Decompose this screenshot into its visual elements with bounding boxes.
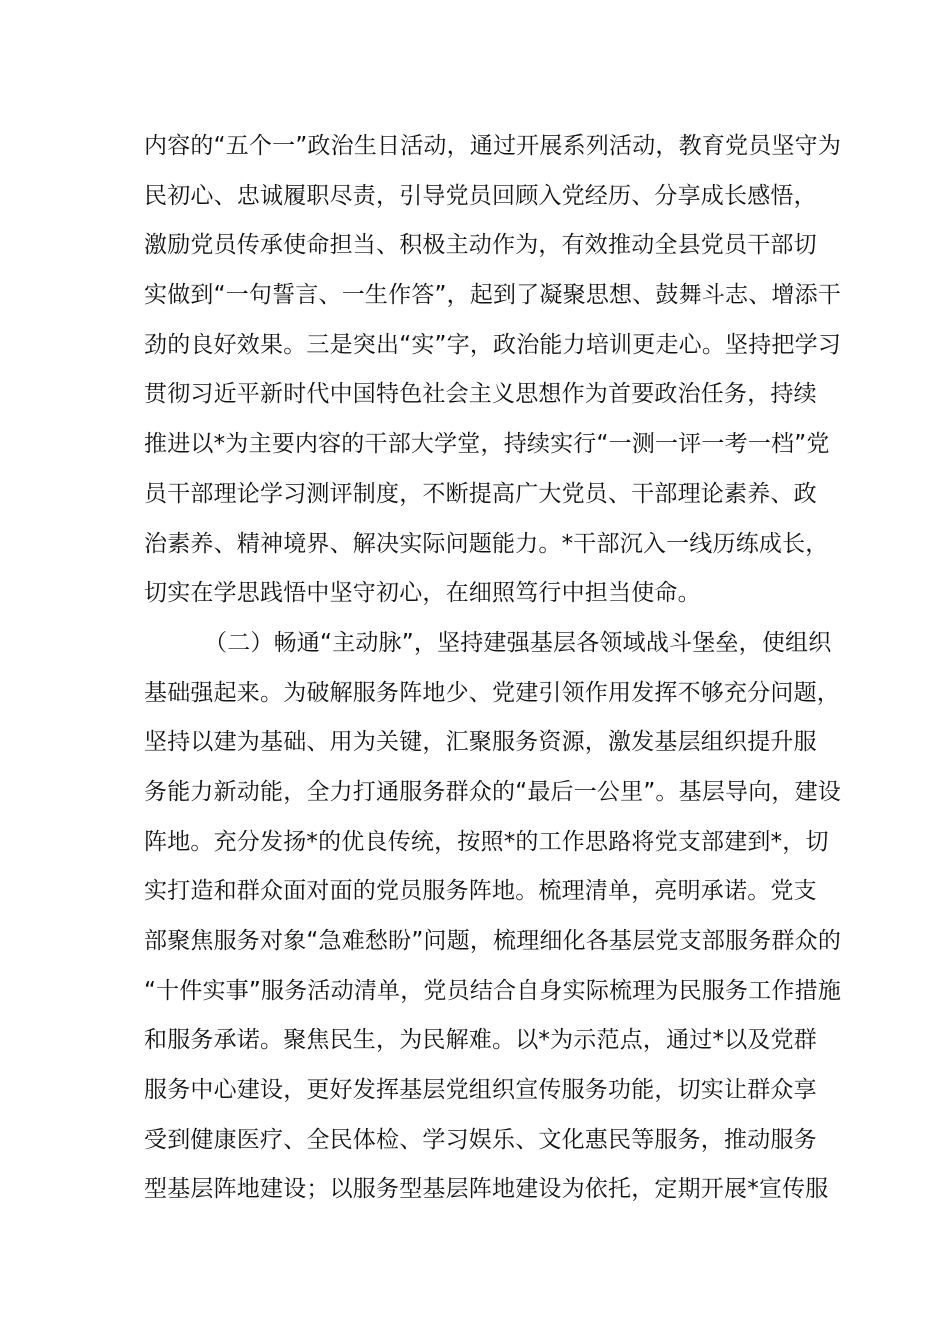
text-line: 型基层阵地建设；以服务型基层阵地建设为依托，定期开展*宣传服 xyxy=(144,1176,829,1203)
text-line: 务能力新动能，全力打通服务群众的“最后一公里”。基层导向，建设 xyxy=(144,778,842,805)
text-line: 部聚焦服务对象“急难愁盼”问题，梳理细化各基层党支部服务群众的 xyxy=(144,928,842,954)
body-text xyxy=(144,122,842,1215)
text-line: 内容的“五个一”政治生日活动，通过开展系列活动，教育党员坚守为 xyxy=(144,133,842,159)
text-line: 民初心、忠诚履职尽责，引导党员回顾入党经历、分享成长感悟， xyxy=(144,182,817,209)
text-line: 和服务承诺。聚焦民生，为民解难。以*为示范点，通过*以及党群 xyxy=(144,1027,817,1054)
text-line: 基础强起来。为破解服务阵地少、党建引领作用发挥不够充分问题， xyxy=(144,679,840,706)
text-line: 推进以*为主要内容的干部大学堂，持续实行“一测一评一考一档”党 xyxy=(144,431,830,458)
text-line: 劲的良好效果。三是突出“实”字，政治能力培训更走心。坚持把学习 xyxy=(144,331,842,358)
text-line: 阵地。充分发扬*的优良传统，按照*的工作思路将党支部建到*，切 xyxy=(144,828,829,855)
text-line: 实打造和群众面对面的党员服务阵地。梳理清单，亮明承诺。党支 xyxy=(144,878,817,905)
section-heading-line: （二）畅通“主动脉”，坚持建强基层各领域战斗堡垒，使组织 xyxy=(204,629,832,656)
text-line: “十件实事”服务活动清单，党员结合自身实际梳理为民服务工作措施 xyxy=(144,977,842,1004)
text-line: 切实在学思践悟中坚守初心，在细照笃行中担当使命。 xyxy=(144,580,701,607)
text-line: 坚持以建为基础、用为关键，汇聚服务资源，激发基层组织提升服 xyxy=(144,729,817,756)
text-line: 受到健康医疗、全民体检、学习娱乐、文化惠民等服务，推动服务 xyxy=(144,1126,817,1153)
text-line: 贯彻习近平新时代中国特色社会主义思想作为首要政治任务，持续 xyxy=(144,381,817,408)
text-line: 员干部理论学习测评制度，不断提高广大党员、干部理论素养、政 xyxy=(144,480,817,507)
text-line: 实做到“一句誓言、一生作答”，起到了凝聚思想、鼓舞斗志、增添干 xyxy=(144,282,842,309)
text-line: 激励党员传承使命担当、积极主动作为，有效推动全县党员干部切 xyxy=(144,232,817,259)
text-line: 服务中心建设，更好发挥基层党组织宣传服务功能，切实让群众享 xyxy=(144,1077,817,1104)
text-line: 治素养、精神境界、解决实际问题能力。*干部沉入一线历练成长， xyxy=(144,530,829,557)
